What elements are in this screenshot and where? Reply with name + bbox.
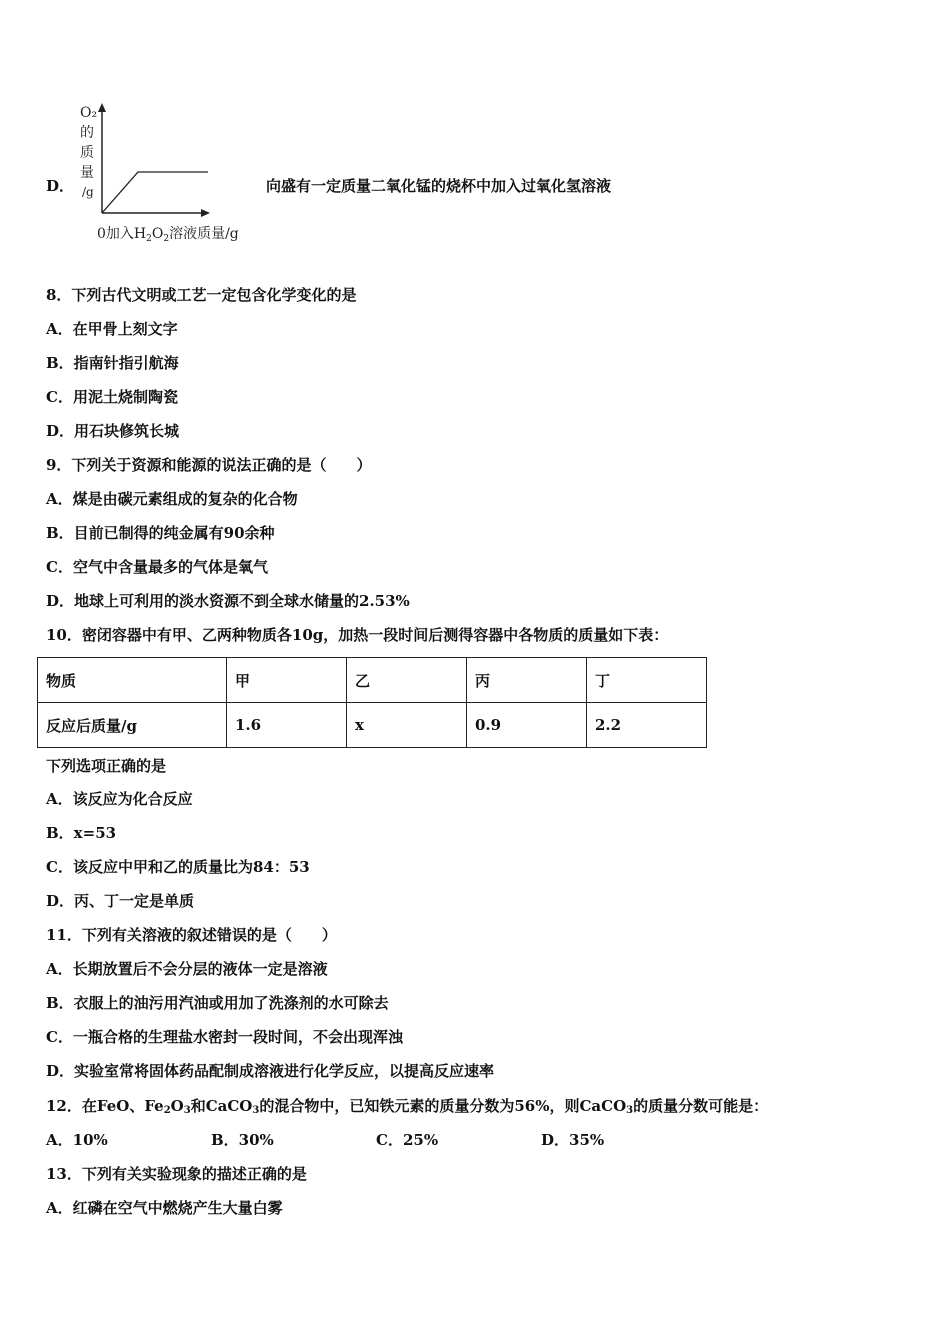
table-cell: x	[347, 703, 467, 748]
q10-option-d: D．丙、丁一定是单质	[46, 892, 195, 910]
table-cell: 2.2	[587, 703, 707, 748]
q9-option-a: A．煤是由碳元素组成的复杂的化合物	[46, 490, 298, 508]
q11-stem: 11．下列有关溶液的叙述错误的是（ ）	[46, 926, 337, 944]
q10-stem: 10．密闭容器中有甲、乙两种物质各10g，加热一段时间后测得容器中各物质的质量如下表：	[46, 626, 669, 644]
q9-option-b: B．目前已制得的纯金属有90余种	[46, 524, 275, 542]
table-cell: 0.9	[467, 703, 587, 748]
table-cell: 物质	[38, 658, 227, 703]
q13-option-a: A．红磷在空气中燃烧产生大量白雾	[46, 1199, 283, 1217]
q12-option-a: A．10%	[46, 1131, 108, 1149]
q9-stem: 9．下列关于资源和能源的说法正确的是（ ）	[46, 456, 372, 474]
q7-option-d-text: 向盛有一定质量二氧化锰的烧杯中加入过氧化氢溶液	[266, 177, 612, 195]
table-cell: 乙	[347, 658, 467, 703]
q12-option-c: C．25%	[376, 1131, 439, 1149]
graph-y-label-4: /g	[82, 185, 94, 199]
table-cell: 1.6	[227, 703, 347, 748]
graph-x-label: 0加入$H_2O_2$溶液质量/g	[97, 226, 239, 244]
q10-option-c: C．该反应中甲和乙的质量比为84：53	[46, 858, 310, 876]
q10-mass-table	[37, 657, 707, 748]
q10-option-a: A．该反应为化合反应	[46, 790, 193, 808]
q12-stem: 12．在FeO、$Fe_2O_3$和CaCO$_3$的混合物中，已知铁元素的质量分数为56%，则CaCO$_3$的质量分数可能是：	[46, 1097, 769, 1116]
table-cell: 丙	[467, 658, 587, 703]
q7-option-d-label: D．	[46, 177, 75, 195]
q11-option-b: B．衣服上的油污用汽油或用加了洗涤剂的水可除去	[46, 994, 389, 1012]
q7-oxygen-mass-graph	[72, 100, 272, 250]
q8-option-a: A．在甲骨上刻文字	[46, 320, 178, 338]
q12-option-d: D．35%	[541, 1131, 605, 1149]
table-cell: 反应后质量/g	[38, 703, 227, 748]
q11-option-a: A．长期放置后不会分层的液体一定是溶液	[46, 960, 328, 978]
q11-option-d: D．实验室常将固体药品配制成溶液进行化学反应，以提高反应速率	[46, 1062, 495, 1080]
q8-option-d: D．用石块修筑长城	[46, 422, 180, 440]
q8-stem: 8．下列古代文明或工艺一定包含化学变化的是	[46, 286, 357, 304]
q8-option-c: C．用泥土烧制陶瓷	[46, 388, 178, 406]
q10-option-b: B．x=53	[46, 824, 117, 842]
q12-option-b: B．30%	[211, 1131, 274, 1149]
q12-options	[46, 1130, 604, 1150]
graph-x-arrow	[201, 209, 210, 217]
graph-line	[102, 172, 208, 213]
table-cell: 丁	[587, 658, 707, 703]
graph-y-label-3: 量	[80, 165, 94, 181]
q8-option-b: B．指南针指引航海	[46, 354, 179, 372]
table-header-row	[38, 658, 707, 703]
table-cell: 甲	[227, 658, 347, 703]
table-row	[38, 703, 707, 748]
graph-y-label-2: 质	[80, 145, 94, 161]
q13-stem: 13．下列有关实验现象的描述正确的是	[46, 1165, 307, 1183]
q11-option-c: C．一瓶合格的生理盐水密封一段时间，不会出现浑浊	[46, 1028, 403, 1046]
q10-substem: 下列选项正确的是	[46, 757, 167, 775]
graph-y-label-0: O₂	[80, 105, 98, 121]
q9-option-d: D．地球上可利用的淡水资源不到全球水储量的2.53%	[46, 592, 410, 610]
graph-y-arrow	[98, 103, 106, 112]
q9-option-c: C．空气中含量最多的气体是氧气	[46, 558, 268, 576]
graph-y-label-1: 的	[80, 125, 94, 141]
